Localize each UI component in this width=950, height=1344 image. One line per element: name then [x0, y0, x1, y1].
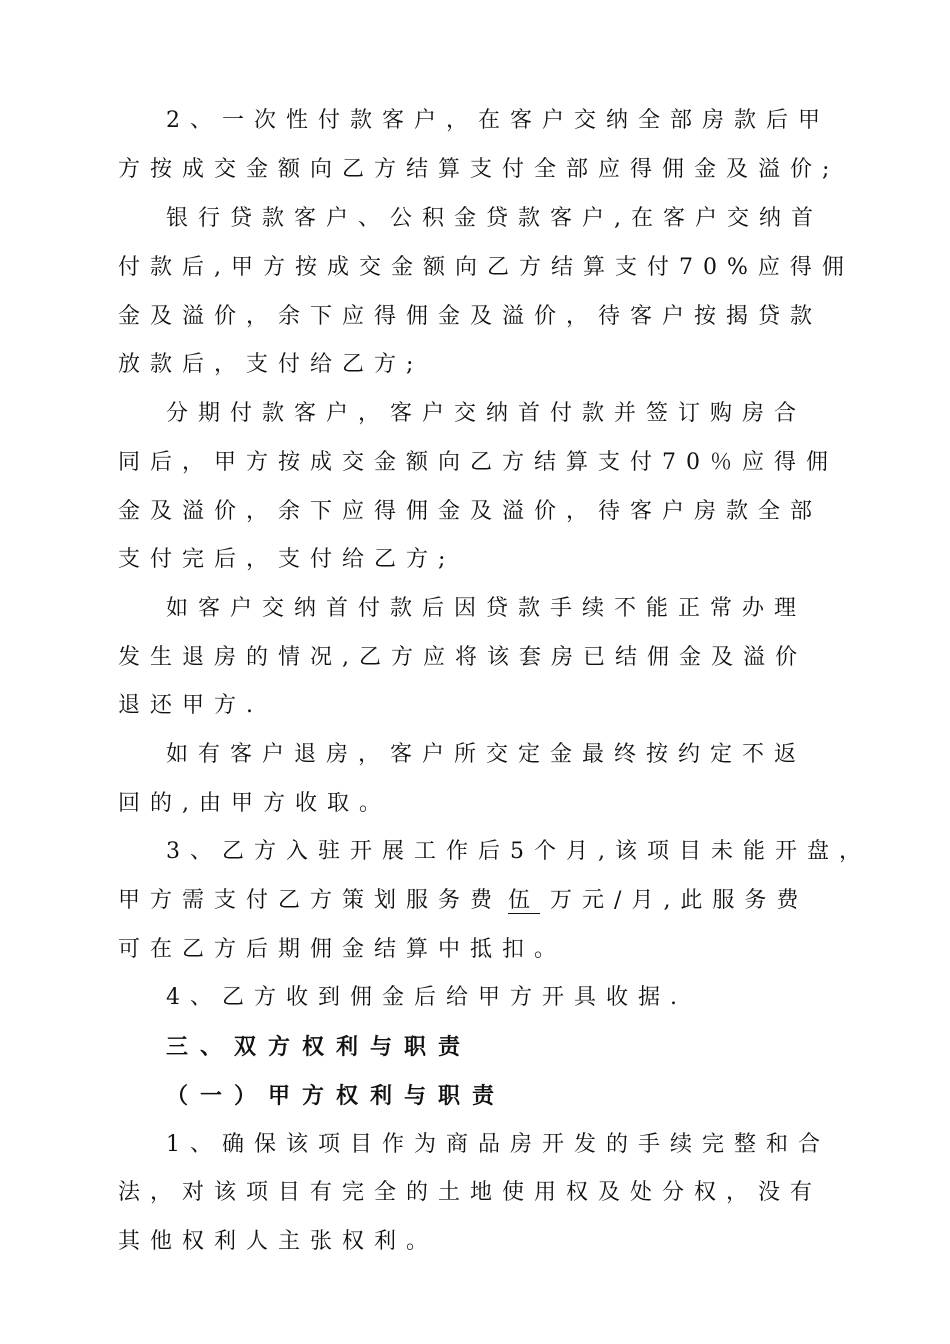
paragraph-line: 退还甲方. — [118, 693, 263, 718]
paragraph-line: 4、乙方收到佣金后给甲方开具收据. — [166, 985, 687, 1010]
paragraph-line: 同后，甲方按成交金额向乙方结算支付70％应得佣 — [118, 450, 838, 475]
paragraph-line: 2、一次性付款客户，在客户交纳全部房款后甲 — [166, 108, 830, 133]
paragraph-line: 支付完后，支付给乙方; — [118, 547, 456, 572]
section-heading: 三、双方权利与职责 — [166, 1034, 473, 1060]
fee-line — [118, 886, 808, 916]
paragraph-line: 付款后,甲方按成交金额向乙方结算支付70%应得佣 — [118, 255, 854, 280]
paragraph-line: 其他权利人主张权利。 — [118, 1229, 439, 1254]
paragraph-line: 发生退房的情况,乙方应将该套房已结佣金及溢价 — [118, 645, 807, 670]
fee-suffix: 万元/月,此服务费 — [550, 888, 809, 913]
paragraph-line: 放款后，支付给乙方; — [118, 352, 424, 377]
fee-prefix: 甲方需支付乙方策划服务费 — [118, 888, 503, 913]
subsection-heading: （一）甲方权利与职责 — [166, 1083, 507, 1109]
paragraph-line: 3、乙方入驻开展工作后5个月,该项目未能开盘， — [166, 839, 871, 864]
paragraph-line: 如客户交纳首付款后因贷款手续不能正常办理 — [166, 596, 807, 621]
paragraph-line: 可在乙方后期佣金结算中抵扣。 — [118, 937, 567, 962]
paragraph-line: 金及溢价，余下应得佣金及溢价，待客户按揭贷款 — [118, 304, 823, 329]
paragraph-line: 法，对该项目有完全的土地使用权及处分权，没有 — [118, 1180, 823, 1205]
fee-amount: 伍 — [508, 888, 541, 913]
paragraph-line: 银行贷款客户、公积金贷款客户,在客户交纳首 — [166, 206, 823, 231]
paragraph-line: 如有客户退房，客户所交定金最终按约定不返 — [166, 742, 807, 767]
paragraph-line: 分期付款客户，客户交纳首付款并签订购房合 — [166, 401, 807, 426]
paragraph-line: 1、确保该项目作为商品房开发的手续完整和合 — [166, 1132, 830, 1157]
paragraph-line: 方按成交金额向乙方结算支付全部应得佣金及溢价; — [118, 157, 840, 182]
paragraph-line: 金及溢价，余下应得佣金及溢价，待客户房款全部 — [118, 499, 823, 524]
paragraph-line: 回的,由甲方收取。 — [118, 791, 391, 816]
